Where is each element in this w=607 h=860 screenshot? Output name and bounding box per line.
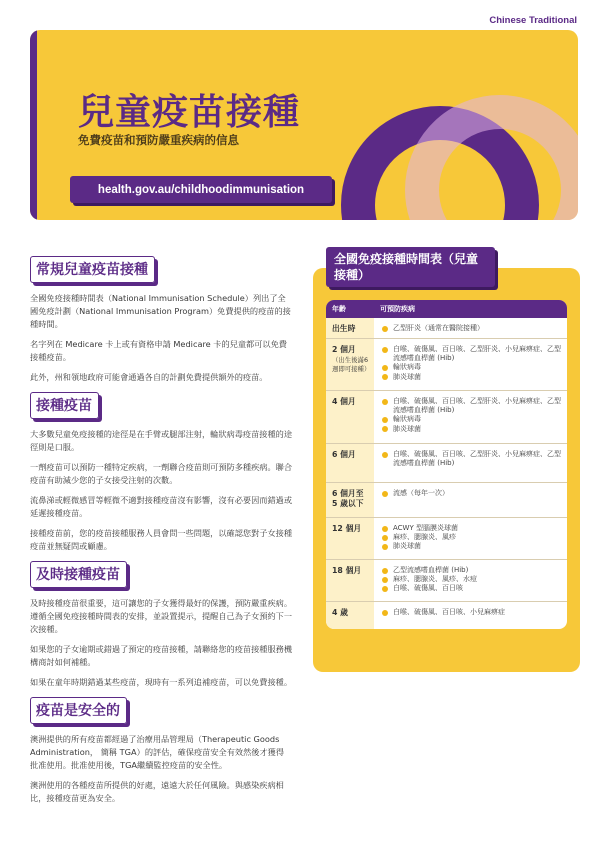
bullet-dot-icon: [382, 426, 388, 432]
disease-item: [380, 489, 561, 498]
disease-cell: [374, 391, 567, 443]
disease-item: [380, 415, 561, 424]
bullet-dot-icon: [382, 347, 388, 353]
header-banner: [30, 30, 578, 220]
bullet-dot-icon: [382, 326, 388, 332]
table-row: [326, 560, 567, 602]
section-paragraph: 接種疫苗前，您的疫苗接種服務人員會問一些問題，以確認您對子女接種疫苗並無疑問或顧慮。: [30, 528, 293, 551]
table-row: [326, 318, 567, 339]
disease-text: 麻疹、腮腺炎、風疹: [393, 533, 456, 542]
disease-cell: [374, 339, 567, 390]
schedule-title: 全國免疫接種時間表（兒童接種）: [326, 247, 495, 287]
disease-text: 白喉、破傷風、百日咳、乙型肝炎、小兒麻痹症、乙型流感嗜血桿菌 (Hib): [393, 397, 561, 415]
disease-item: [380, 373, 561, 382]
disease-text: 輪狀病毒: [393, 415, 421, 424]
language-label: Chinese Traditional: [489, 15, 577, 26]
section-2: [30, 561, 292, 689]
disease-cell: [374, 518, 567, 559]
section-3: [30, 697, 292, 805]
bullet-dot-icon: [382, 365, 388, 371]
page-title: 兒童疫苗接種: [78, 92, 301, 133]
section-paragraph: 如果您的子女逾期或錯過了預定的疫苗接種，請聯絡您的疫苗接種服務機構商討如何補種。: [30, 644, 293, 667]
disease-item: [380, 345, 561, 363]
section-paragraph: 此外，州和領地政府可能會通過各自的計劃免費提供額外的疫苗。: [30, 372, 268, 382]
disease-text: 白喉、破傷風、百日咳、乙型肝炎、小兒麻痹症、乙型流感嗜血桿菌 (Hib): [393, 450, 561, 468]
age-label: 出生時: [332, 324, 356, 333]
col-age-header: 年齡: [332, 305, 346, 313]
disease-text: 肺炎球菌: [393, 542, 421, 551]
section-paragraph: 澳洲提供的所有疫苗都經過了治療用品管理局（Therapeutic Goods Administration， 簡稱 TGA）的評估，確保疫苗安全有效然後才獲得批准使用。批准使用後，TGA繼續監控疫苗的安全性。: [30, 734, 285, 770]
age-cell: [326, 318, 374, 338]
disease-cell: [374, 318, 567, 338]
section-0: [30, 256, 292, 384]
disease-item: [380, 584, 561, 593]
bullet-dot-icon: [382, 544, 388, 550]
schedule-table-header: [326, 300, 567, 318]
bullet-dot-icon: [382, 491, 388, 497]
age-note: （出生後滿6週即可接種）: [332, 356, 371, 373]
disease-text: 乙型流感嗜血桿菌 (Hib): [393, 566, 469, 574]
section-paragraph: 名字列在 Medicare 卡上或有資格申請 Medicare 卡的兒童都可以免費接種疫苗。: [30, 339, 287, 362]
bullet-dot-icon: [382, 586, 388, 592]
disease-item: [380, 524, 561, 533]
age-cell: [326, 560, 374, 601]
info-sections: [30, 256, 292, 813]
disease-item: [380, 363, 561, 372]
age-cell: [326, 602, 374, 629]
disease-text: 乙型肝炎（通常在醫院接種）: [393, 324, 484, 332]
table-row: [326, 483, 567, 518]
table-row: [326, 518, 567, 560]
bullet-dot-icon: [382, 374, 388, 380]
disease-item: [380, 425, 561, 434]
section-heading: 及時接種疫苗: [30, 561, 127, 588]
disease-text: 輪狀病毒: [393, 363, 421, 372]
age-label: 6 個月: [332, 450, 356, 459]
disease-item: [380, 542, 561, 551]
disease-cell: [374, 444, 567, 482]
age-label: 12 個月: [332, 524, 362, 533]
bullet-dot-icon: [382, 452, 388, 458]
disease-item: [380, 566, 561, 575]
disease-text: 麻疹、腮腺炎、風疹、水痘: [393, 575, 477, 584]
age-cell: [326, 391, 374, 443]
page-subtitle: 免費疫苗和預防嚴重疾病的信息: [78, 133, 239, 147]
bullet-dot-icon: [382, 526, 388, 532]
section-1: [30, 392, 292, 553]
section-heading: 疫苗是安全的: [30, 697, 127, 724]
schedule-table: [326, 300, 567, 629]
table-row: [326, 339, 567, 391]
age-cell: [326, 518, 374, 559]
schedule-table-body: [326, 318, 567, 629]
disease-text: 流感（每年一次）: [393, 489, 449, 497]
bullet-dot-icon: [382, 417, 388, 423]
website-link[interactable]: health.gov.au/childhoodimmunisation: [70, 176, 332, 203]
table-row: [326, 602, 567, 629]
col-disease-header: 可預防疾病: [380, 305, 415, 313]
bullet-dot-icon: [382, 568, 388, 574]
table-row: [326, 391, 567, 444]
age-cell: [326, 444, 374, 482]
section-paragraph: 全國免疫接種時間表（National Immunisation Schedule）列出了全國免疫計劃（National Immunisation Program）免費提供的疫苗的接種時間。: [30, 293, 291, 329]
age-cell: [326, 339, 374, 390]
age-label: 4 個月: [332, 397, 356, 406]
disease-item: [380, 450, 561, 468]
bullet-dot-icon: [382, 610, 388, 616]
disease-cell: [374, 483, 567, 517]
section-paragraph: 流鼻涕或輕微感冒等輕微不適對接種疫苗沒有影響，沒有必要因而錯過或延遲接種疫苗。: [30, 495, 293, 518]
disease-item: [380, 397, 561, 415]
age-label: 2 個月: [332, 345, 356, 354]
disease-text: 白喉、破傷風、百日咳、乙型肝炎、小兒麻痹症、乙型流感嗜血桿菌 (Hib): [393, 345, 561, 363]
section-paragraph: 及時接種疫苗很重要，這可讓您的子女獲得最好的保護，預防嚴重疾病。遵循全國免疫接種時間表的安排，並設置提示，提醒自己為子女預約下一次接種。: [30, 598, 293, 634]
age-label: 4 歲: [332, 608, 348, 617]
age-label: 18 個月: [332, 566, 362, 575]
section-paragraph: 澳洲使用的各種疫苗所提供的好處，遠遠大於任何風險。與感染疾病相比，接種疫苗更為安全。: [30, 780, 284, 803]
disease-item: [380, 608, 561, 617]
disease-text: 白喉、破傷風、百日咳、小兒麻痹症: [393, 608, 505, 616]
section-paragraph: 如果在童年時期錯過某些疫苗，現時有一系列追補疫苗，可以免費接種。: [30, 677, 293, 687]
age-label: 6 個月至 5 歲以下: [332, 489, 364, 508]
disease-text: 肺炎球菌: [393, 372, 421, 381]
section-heading: 常規兒童疫苗接種: [30, 256, 155, 283]
section-paragraph: 大多數兒童免疫接種的途徑是在手臂或腿部注射，輪狀病毒疫苗接種的途徑則是口服。: [30, 429, 293, 452]
bullet-dot-icon: [382, 535, 388, 541]
disease-cell: [374, 560, 567, 601]
age-cell: [326, 483, 374, 517]
bullet-dot-icon: [382, 577, 388, 583]
disease-cell: [374, 602, 567, 629]
section-paragraph: 一劑疫苗可以預防一種特定疾病，一劑聯合疫苗則可預防多種疾病。聯合疫苗有助減少您的子女接受注射的次數。: [30, 462, 293, 485]
disease-text: 肺炎球菌: [393, 424, 421, 433]
disease-text: 白喉、破傷風、百日咳: [393, 584, 463, 593]
section-heading: 接種疫苗: [30, 392, 99, 419]
disease-text: ACWY 型腦膜炎球菌: [393, 524, 458, 532]
bullet-dot-icon: [382, 399, 388, 405]
disease-item: [380, 324, 561, 333]
table-row: [326, 444, 567, 483]
